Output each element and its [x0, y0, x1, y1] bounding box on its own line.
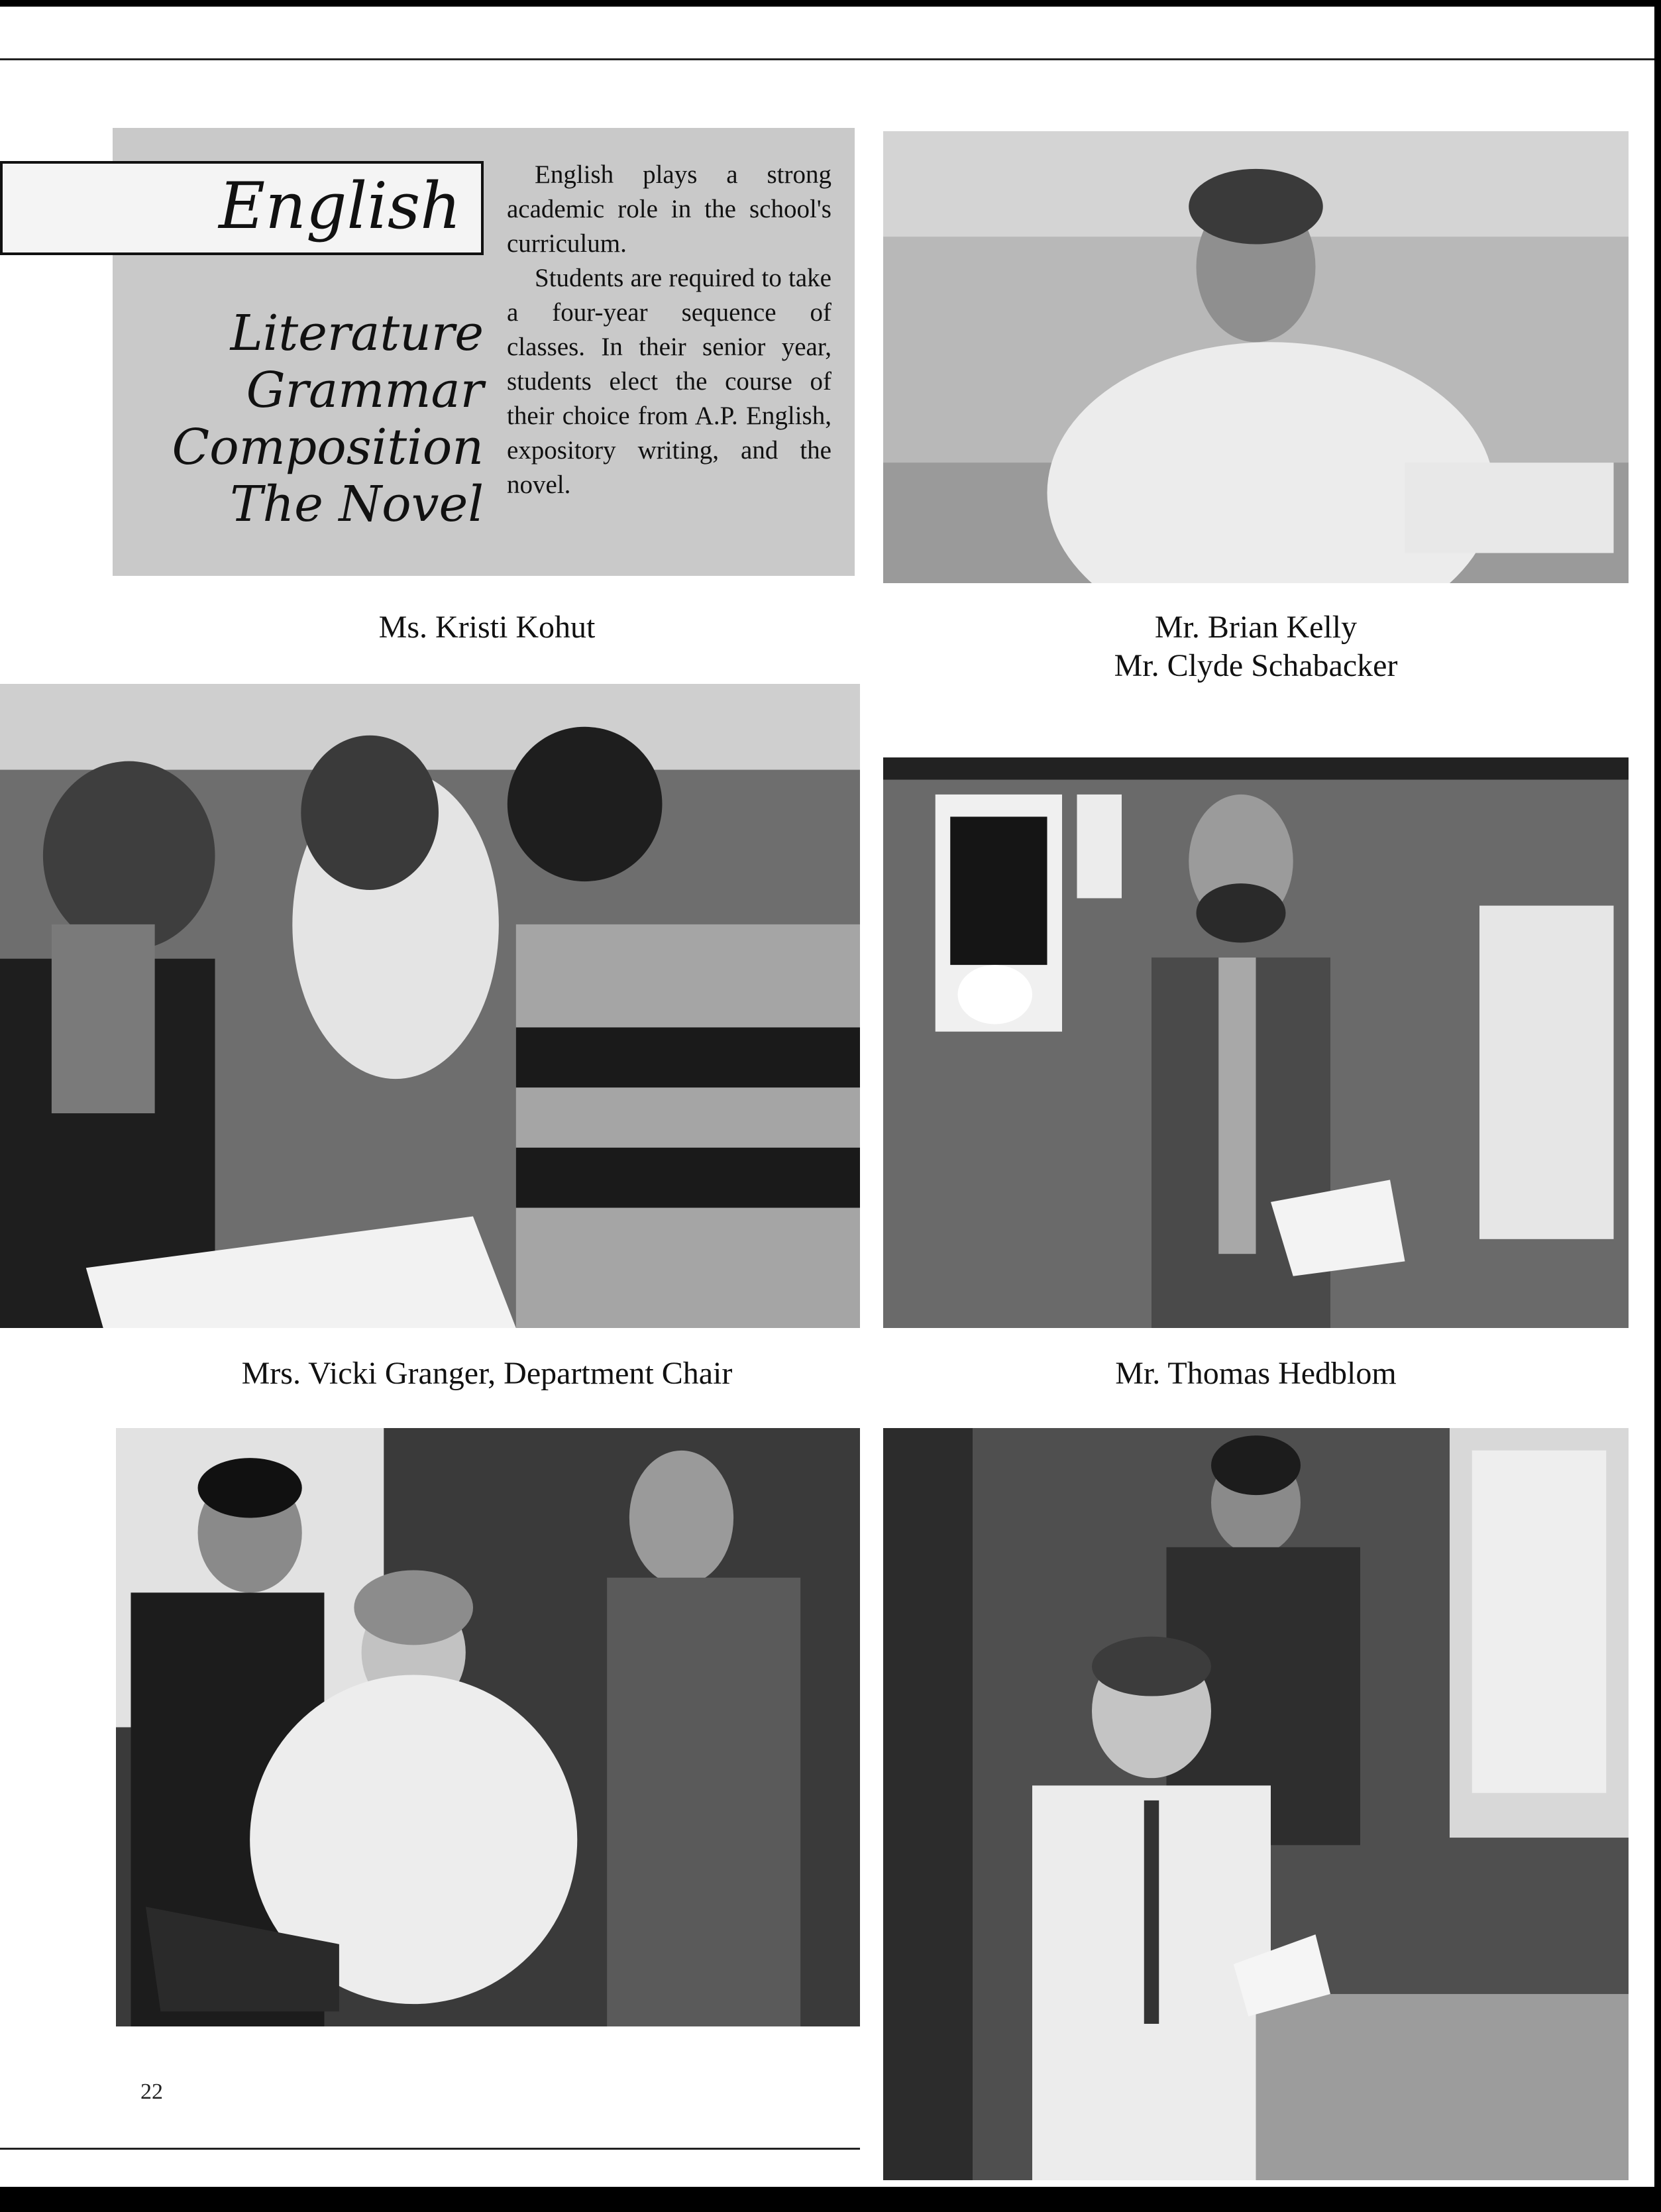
title-box: [0, 161, 484, 255]
caption-kohut: [113, 608, 861, 647]
caption-text: Mr. Brian Kelly: [1154, 610, 1358, 645]
caption-text: Ms. Kristi Kohut: [378, 610, 596, 645]
page-number: 22: [140, 2079, 163, 2104]
photo-granger-group: [0, 684, 860, 1328]
caption-text: Mr. Clyde Schabacker: [1114, 648, 1398, 683]
top-rule: [0, 58, 1661, 60]
bottom-rule: [0, 2148, 860, 2150]
topic-item: Literature: [230, 305, 484, 362]
caption-granger: [113, 1355, 861, 1393]
bottom-border: [0, 2187, 1661, 2212]
intro-paragraph: Students are required to take a four-year sequence of classes. In their senior year, students elect the course of their choice from A.P. English, expository writing, and the novel.: [507, 264, 831, 499]
caption-hedblom: [883, 1355, 1629, 1393]
photo-desk-pair: [883, 1428, 1629, 2180]
topic-item: Grammar: [246, 362, 484, 419]
intro-text: [507, 158, 831, 502]
caption-text: Mrs. Vicki Granger, Department Chair: [241, 1356, 733, 1391]
right-border: [1654, 0, 1661, 2212]
page-title: English: [219, 169, 461, 243]
photo-kelly: [883, 757, 1629, 1328]
top-border: [0, 0, 1661, 7]
photo-kohut: [883, 131, 1629, 583]
caption-kelly-schabacker: [883, 608, 1629, 685]
caption-text: Mr. Thomas Hedblom: [1115, 1356, 1397, 1391]
intro-paragraph: English plays a strong academic role in the school's curriculum.: [507, 160, 831, 258]
topic-item: The Novel: [230, 476, 484, 533]
photo-hedblom-group: [116, 1428, 860, 2026]
topic-list: [139, 305, 484, 533]
topic-item: Composition: [172, 419, 484, 476]
